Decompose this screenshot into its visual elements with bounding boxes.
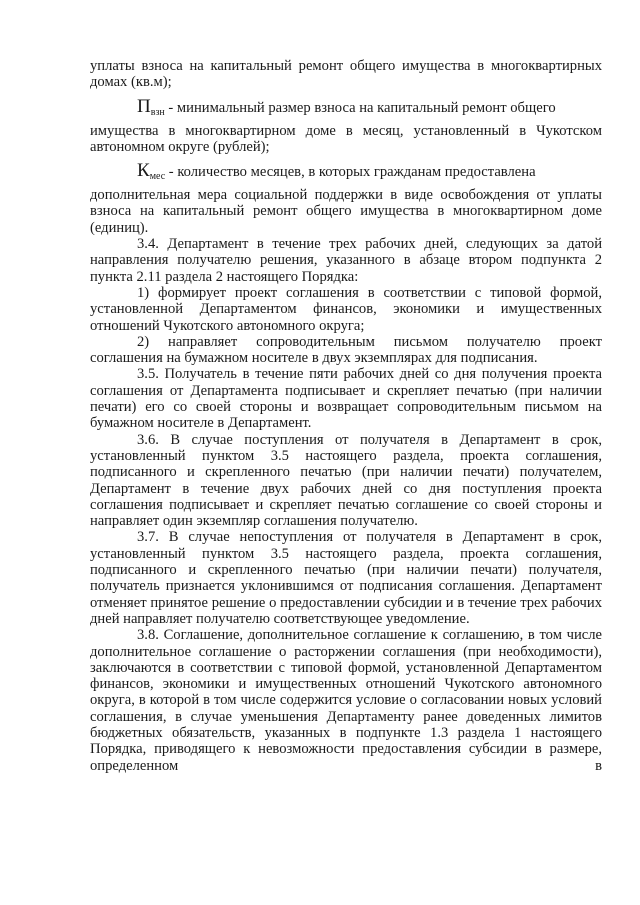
symbol-main-letter: П: [137, 95, 151, 117]
definition-pvzn-text: имущества в многоквартирном доме в месяц, установленный в Чукотском автономном округе (рублей);: [90, 122, 602, 155]
symbol-subscript: взн: [150, 106, 165, 118]
section-3-4-item-1: 1) формирует проект соглашения в соответствии с типовой формой, установленной Департаментом финансов, экономики и имущественных отношений Чукотского автономного округа;: [90, 284, 602, 334]
definition-kmes-first-line: - количество месяцев, в которых гражданам предоставлена: [165, 164, 536, 181]
section-3-5: 3.5. Получатель в течение пяти рабочих дней со дня получения проекта соглашения от Департамента подписывает и скрепляет печатью (при наличии печати) его со своей стороны и возвращает сопроводительным письмом на бумажном носителе в Департамент.: [90, 366, 602, 432]
definition-pvzn-first-line: - минимальный размер взноса на капитальный ремонт общего: [164, 99, 556, 116]
section-3-6: 3.6. В случае поступления от получателя в Департамент в срок, установленный пунктом 3.5 настоящего раздела, проекта соглашения, подписанного и скрепленного печатью (при наличии печати) получателем, Департамент в течение двух рабочих дней со дня поступления проекта соглашения подписывает и скрепляет печатью соглашение со своей стороны и направляет один экземпляр соглашения получателю.: [90, 431, 602, 530]
formula-symbol-pvzn: [137, 97, 602, 123]
section-3-4: 3.4. Департамент в течение трех рабочих дней, следующих за датой направления получателю решения, указанного в абзаце втором подпункта 2 пункта 2.11 раздела 2 настоящего Порядка:: [90, 236, 602, 285]
section-3-4-item-2: 2) направляет сопроводительным письмом получателю проект соглашения на бумажном носителе в двух экземплярах для подписания.: [90, 333, 602, 367]
section-3-7: 3.7. В случае непоступления от получателя в Департамент в срок, установленный пунктом 3.5 настоящего раздела, проекта соглашения, подписанного и скрепленного печатью (при наличии печати) получателя, получатель признается уклонившимся от подписания соглашения. Департамент отменяет принятое решение о предоставлении субсидии и в течение трех рабочих дней направляет получателю соответствующее уведомление.: [90, 529, 602, 627]
paragraph-continuation-line2: домах (кв.м);: [90, 74, 172, 91]
definition-kmes-text: дополнительная мера социальной поддержки в виде освобождения от уплаты взноса на капитальный ремонт общего имущества в многоквартирном доме (единиц).: [90, 187, 602, 236]
formula-symbol-kmes: [137, 161, 602, 187]
symbol-subscript: мес: [149, 171, 166, 183]
paragraph-continuation-line1: уплаты взноса на капитальный ремонт общего имущества в многоквартирных: [90, 58, 602, 74]
symbol-main-letter: К: [137, 160, 150, 182]
section-3-8: 3.8. Соглашение, дополнительное соглашение к соглашению, в том числе дополнительное соглашение о расторжении соглашения (при необходимости), заключаются в соответствии с типовой формой, установленной Департаментом финансов, экономики и имущественных отношений Чукотского автономного округа, в которой в том числе содержится условие о согласовании новых условий соглашения, в случае уменьшения Департаменту ранее доведенных лимитов бюджетных обязательств, указанных в подпункте 1.3 раздела 1 настоящего Порядка, приводящего к невозможности предоставления субсидии в размере, определенном в: [90, 627, 602, 774]
